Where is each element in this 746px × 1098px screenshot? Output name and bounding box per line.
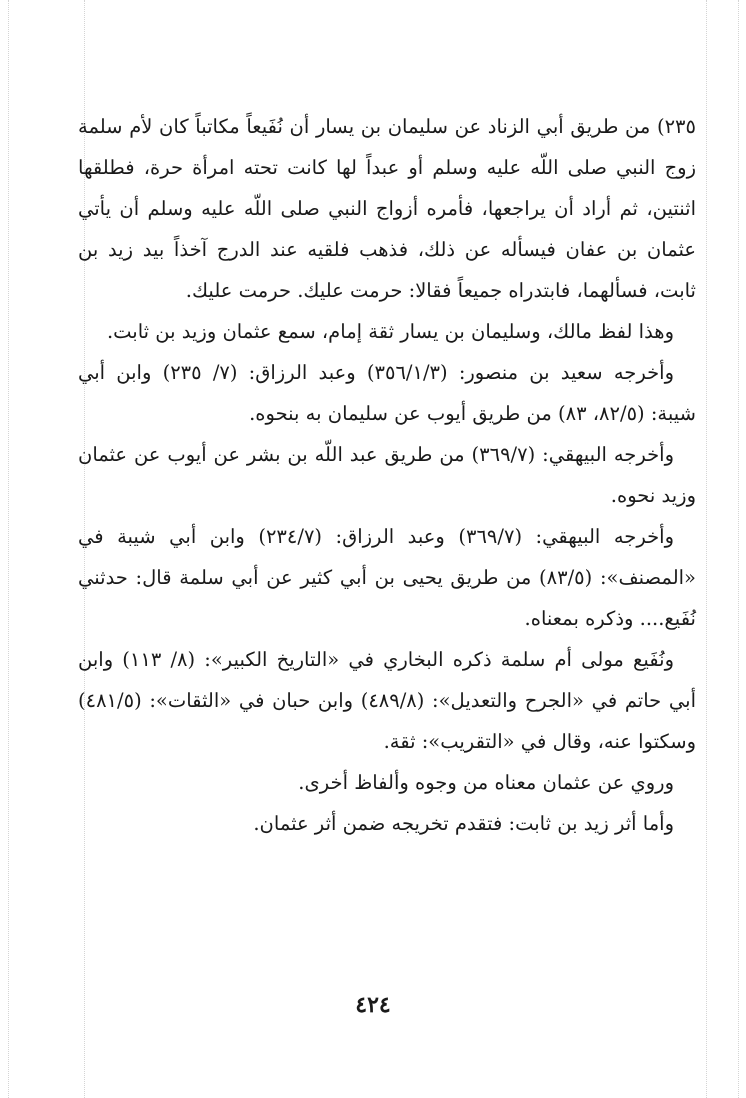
body-text: [78, 106, 696, 844]
paragraph-other-routes: وروي عن عثمان معناه من وجوه وألفاظ أخرى.: [298, 771, 674, 794]
paragraph-narrator-note: وهذا لفظ مالك، وسليمان بن يسار ثقة إمام، سمع عثمان وزيد بن ثابت.: [106, 320, 674, 343]
paragraph-takhrij-1: وأخرجه سعيد بن منصور: (٣٥٦/١/٣) وعبد الرزاق: (٧/ ٢٣٥) وابن أبي شيبة: (٨٢/٥، ٨٣) من طريق أيوب عن سليمان به بنحوه.: [78, 361, 696, 425]
page-number: ٤٢٤: [355, 992, 391, 1018]
paragraph-hadith-text: ٢٣٥) من طريق أبي الزناد عن سليمان بن يسار أن نُفَيعاً مكاتباً كان لأم سلمة زوج النبي صلى اللّه عليه وسلم أو عبداً لها كانت تحته امرأة حرة، فطلقها اثنتين، ثم أراد أن يراجعها، فأمره أزواج النبي صلى اللّه عليه وسلم أن يأتي عثمان بن عفان فيسأله عن ذلك، فذهب فلقيه عند الدرج آخذاً بيد زيد بن ثابت، فسألهما، فابتدراه جميعاً فقالا: حرمت عليك. حرمت عليك.: [78, 115, 696, 302]
margin-guide-left-outer: [8, 0, 9, 1098]
paragraph-zayd-athar: وأما أثر زيد بن ثابت: فتقدم تخريجه ضمن أثر عثمان.: [253, 812, 674, 835]
paragraph-takhrij-2: وأخرجه البيهقي: (٣٦٩/٧) من طريق عبد اللّه بن بشر عن أيوب عن عثمان وزيد نحوه.: [78, 443, 696, 507]
paragraph-takhrij-3: وأخرجه البيهقي: (٣٦٩/٧) وعبد الرزاق: (٢٣٤/٧) وابن أبي شيبة في «المصنف»: (٨٣/٥) من طريق يحيى بن أبي كثير عن أبي سلمة قال: حدثني نُفَيع.... وذكره بمعناه.: [78, 525, 696, 630]
margin-guide-right-outer: [738, 0, 739, 1098]
margin-guide-right-inner: [706, 0, 707, 1098]
paragraph-narrator-nufay: ونُفَيع مولى أم سلمة ذكره البخاري في «التاريخ الكبير»: (٨/ ١١٣) وابن أبي حاتم في «الجرح والتعديل»: (٤٨٩/٨) وابن حبان في «الثقات»: (٤٨١/٥) وسكتوا عنه، وقال في «التقريب»: ثقة.: [78, 648, 696, 753]
